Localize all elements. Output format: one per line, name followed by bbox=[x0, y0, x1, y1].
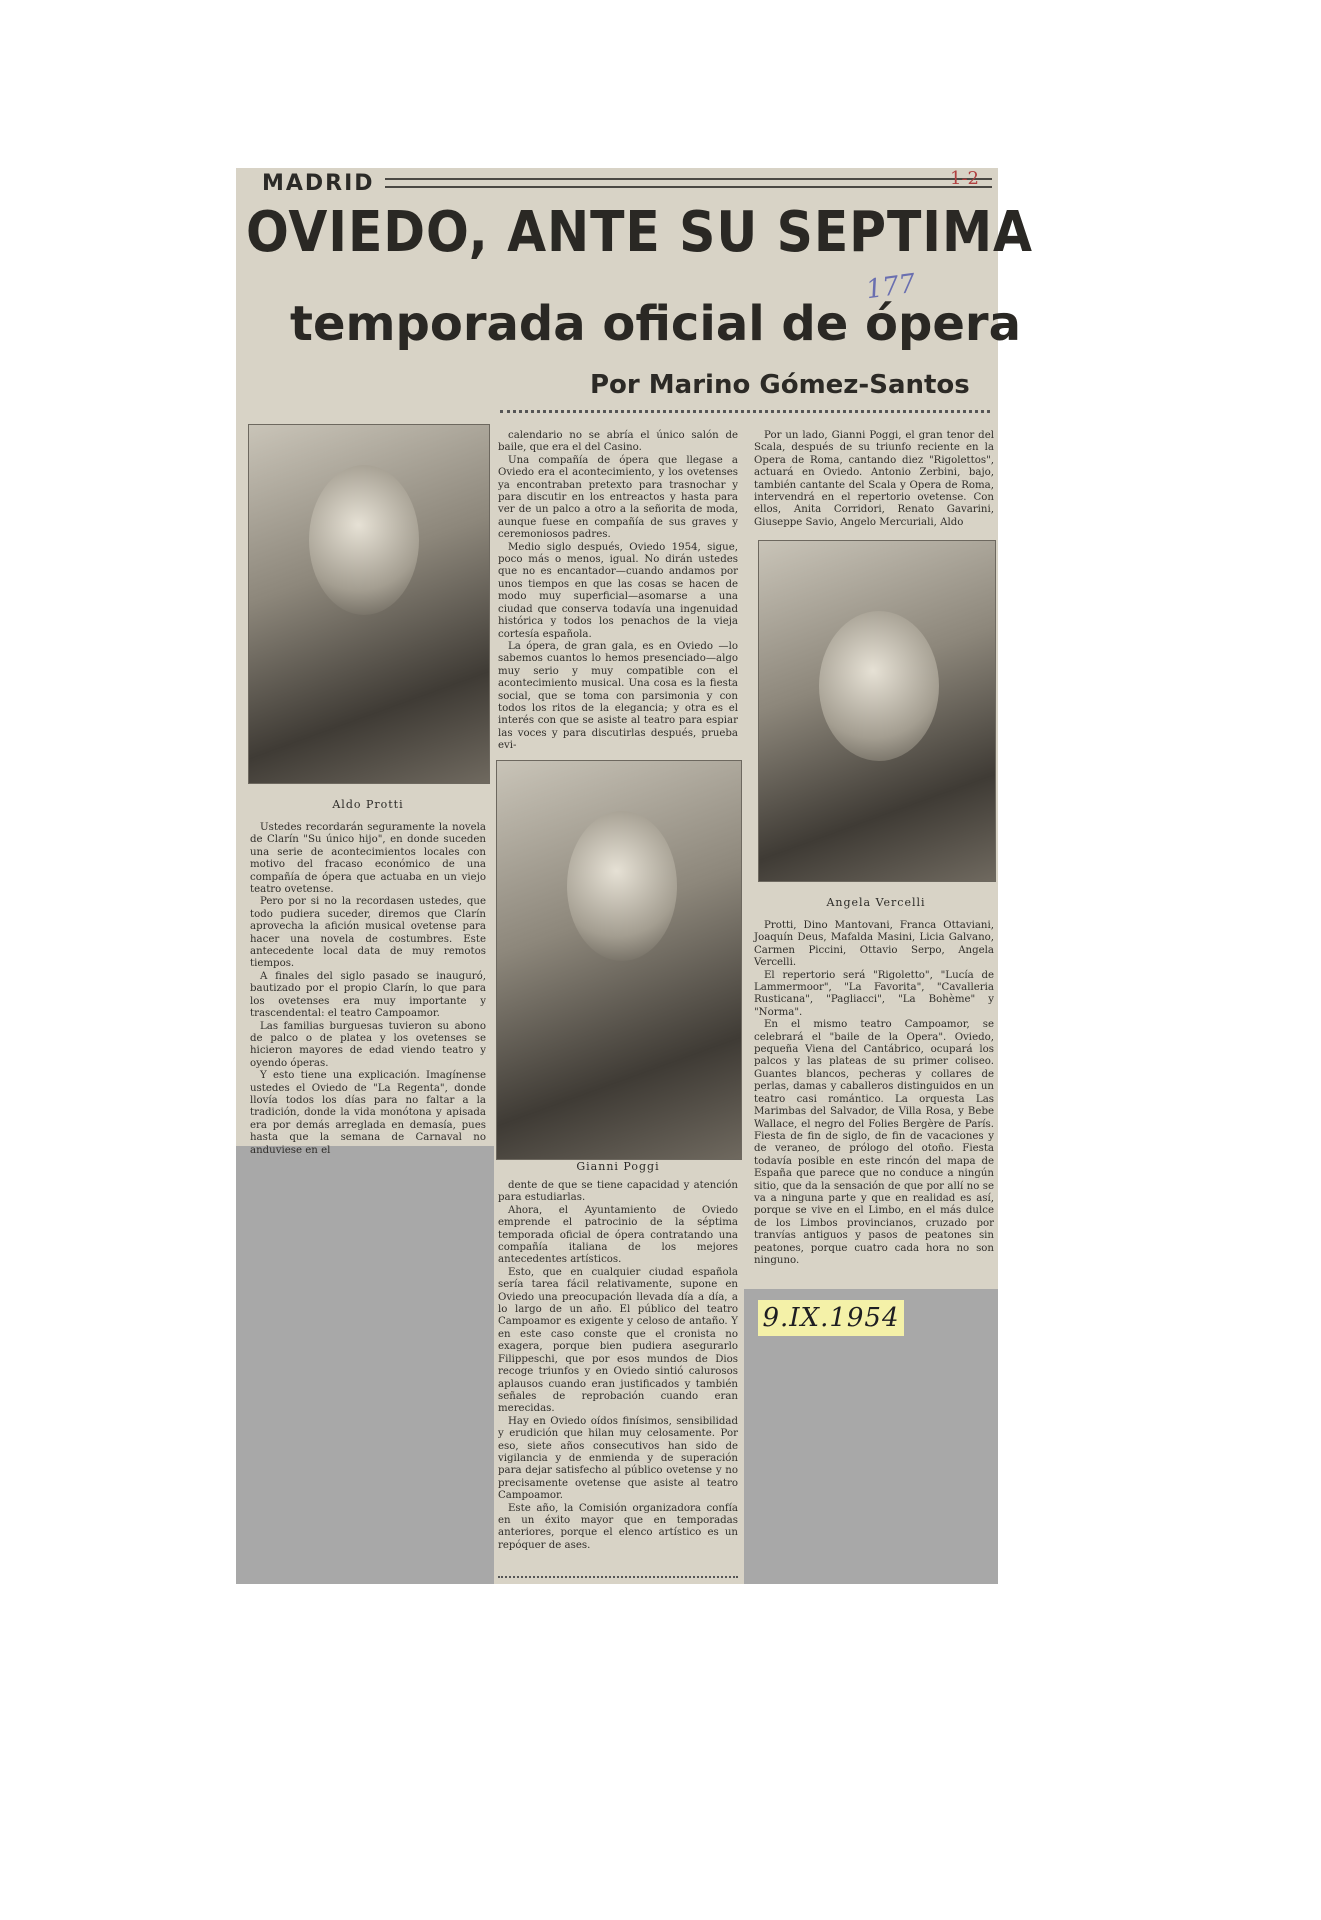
portrait-face bbox=[819, 611, 939, 761]
subheadline: temporada oficial de ópera bbox=[290, 296, 1021, 352]
paragraph: Ahora, el Ayuntamiento de Oviedo emprende el patrocinio de la séptima temporada oficial de ópera contratando una compañía italiana de los mejores antecedentes artísticos. bbox=[498, 1204, 738, 1266]
column-end-rule bbox=[498, 1576, 738, 1578]
article-column-3-top bbox=[754, 430, 994, 532]
caption-vercelli: Angela Vercelli bbox=[826, 896, 926, 909]
paragraph: dente de que se tiene capacidad y atención para estudiarlas. bbox=[498, 1180, 738, 1204]
photo-gianni-poggi bbox=[496, 760, 742, 1160]
kicker-rule bbox=[385, 178, 992, 188]
photo-angela-vercelli bbox=[758, 540, 996, 882]
article-column-2-bottom bbox=[498, 1180, 738, 1570]
paragraph: El repertorio será "Rigoletto", "Lucía de Lammermoor", "La Favorita", "Cavalleria Rusticana", "Pagliacci", "La Bohème" y "Norma". bbox=[754, 969, 994, 1018]
paragraph: Y esto tiene una explicación. Imagínense ustedes el Oviedo de "La Regenta", donde llovía todos los días para no faltar a la tradición, donde la vida monótona y apisada era por demás arreglada en demasía, pues hasta que la semana de Carnaval no anduviese en el bbox=[250, 1070, 486, 1156]
caption-protti: Aldo Protti bbox=[332, 798, 404, 811]
section-kicker bbox=[262, 170, 992, 196]
paragraph: Hay en Oviedo oídos finísimos, sensibilidad y erudición que hilan muy celosamente. Por eso, siete años consecutivos han sido de vigilancia y de enmienda y de superación para dejar satisfecho al público ovetense y no precisamente ovetense que asiste al teatro Campoamor. bbox=[498, 1415, 738, 1502]
paragraph: Esto, que en cualquier ciudad española sería tarea fácil relativamente, supone en Oviedo una preocupación llevada día a día, a lo largo de un año. El público del teatro Campoamor es exigente y celoso de antaño. Y en este caso conste que el cronista no exagera, porque bien pudiera asegurarlo Filippeschi, que por esos mundos de Dios recoge triunfos y en Oviedo sintió calurosos aplausos cuando eran justificados y también señales de reprobación cuando eran merecidas. bbox=[498, 1266, 738, 1415]
byline-rule bbox=[500, 410, 990, 417]
paragraph: Las familias burguesas tuvieron su abono de palco o de platea y los ovetenses se hicieron mayores de edad viendo teatro y oyendo óperas. bbox=[250, 1020, 486, 1069]
byline: Por Marino Gómez-Santos bbox=[590, 370, 970, 400]
article-column-2-top bbox=[498, 430, 738, 756]
paragraph: Protti, Dino Mantovani, Franca Ottaviani, Joaquín Deus, Mafalda Masini, Licia Galvano, Carmen Piccini, Ottavio Serpo, Angela Vercelli. bbox=[754, 920, 994, 969]
paragraph: Ustedes recordarán seguramente la novela de Clarín "Su único hijo", en donde suceden una serie de acontecimientos locales con motivo del fracaso económico de una compañía de ópera que actuaba en un viejo teatro ovetense. bbox=[250, 822, 486, 896]
paragraph: Una compañía de ópera que llegase a Oviedo era el acontecimiento, y los ovetenses ya encontraban pretexto para trasnochar y para discutir en los entreactos y hasta para ver de un palco a otro a la señorita de moda, aunque fuese en compañía de sus graves y ceremoniosos padres. bbox=[498, 454, 738, 541]
handwritten-number: 177 bbox=[864, 268, 918, 306]
article-column-3-bottom bbox=[754, 920, 994, 1282]
headline: OVIEDO, ANTE SU SEPTIMA bbox=[246, 200, 1033, 265]
paragraph: Este año, la Comisión organizadora confía en un éxito mayor que en temporadas anteriores, porque el elenco artístico es un repóquer de ases. bbox=[498, 1502, 738, 1551]
corner-mark: 1-2 bbox=[950, 168, 979, 189]
gray-background-left bbox=[236, 1146, 494, 1584]
caption-poggi: Gianni Poggi bbox=[576, 1160, 660, 1173]
photo-aldo-protti bbox=[248, 424, 490, 784]
paragraph: Pero por si no la recordasen ustedes, que todo pudiera suceder, diremos que Clarín aprovecha la afición musical ovetense para hacer una novela de costumbres. Este antecedente local data de muy remotos tiempos. bbox=[250, 896, 486, 970]
article-column-1 bbox=[250, 822, 486, 1156]
paragraph: Por un lado, Gianni Poggi, el gran tenor del Scala, después de su triunfo reciente en la Opera de Roma, cantando diez "Rigolettos", actuará en Oviedo. Antonio Zerbini, bajo, también cantante del Scala y Opera de Roma, intervendrá en el repertorio ovetense. Con ellos, Anita Corridori, Renato Gavarini, Giuseppe Savio, Angelo Mercuriali, Aldo bbox=[754, 430, 994, 528]
paragraph: Medio siglo después, Oviedo 1954, sigue, poco más o menos, igual. No dirán ustedes que no es encantador—cuando andamos por unos tiempos en que las cosas se hacen de modo muy superficial—asomarse a una ciudad que conserva todavía una ingenuidad histórica y todos los penachos de la vieja cortesía española. bbox=[498, 541, 738, 640]
portrait-face bbox=[567, 811, 677, 961]
date-stamp: 9.IX.1954 bbox=[758, 1300, 904, 1336]
paragraph: A finales del siglo pasado se inauguró, bautizado por el propio Clarín, lo que para los ovetenses era muy importante y trascendental: el teatro Campoamor. bbox=[250, 970, 486, 1020]
portrait-face bbox=[309, 465, 419, 615]
paragraph: calendario no se abría el único salón de baile, que era el del Casino. bbox=[498, 430, 738, 454]
paragraph: La ópera, de gran gala, es en Oviedo —lo sabemos cuantos lo hemos presenciado—algo muy serio y muy compatible con el acontecimiento musical. Una cosa es la fiesta social, que se toma con parsimonia y con todos los ritos de la elegancia; y otra es el interés con que se asiste al teatro para espiar las voces y para discutirlas después, prueba evi- bbox=[498, 640, 738, 752]
paragraph: En el mismo teatro Campoamor, se celebrará el "baile de la Opera". Oviedo, pequeña Viena del Cantábrico, ocupará los palcos y las plateas de su primer coliseo. Guantes blancos, pecheras y collares de perlas, damas y caballeros distinguidos en un teatro casi romántico. La orquesta Las Marimbas del Salvador, de Villa Rosa, y Bebe Wallace, el negro del Folies Bergère de París. Fiesta de fin de siglo, de fin de vacaciones y de veraneo, de prólogo del otoño. Fiesta todavía posible en este rincón del mapa de España que parece que no conduce a ningún sitio, que da la sensación de que por allí no se va a ninguna parte y que en realidad es así, porque se vive en el Limbo, en el más dulce de los Limbos provincianos, cruzado por tranvías antiguos y pasos de peatones sin peatones, porque cuatro cada hora no son ninguno. bbox=[754, 1019, 994, 1266]
section-label: MADRID bbox=[262, 170, 375, 196]
